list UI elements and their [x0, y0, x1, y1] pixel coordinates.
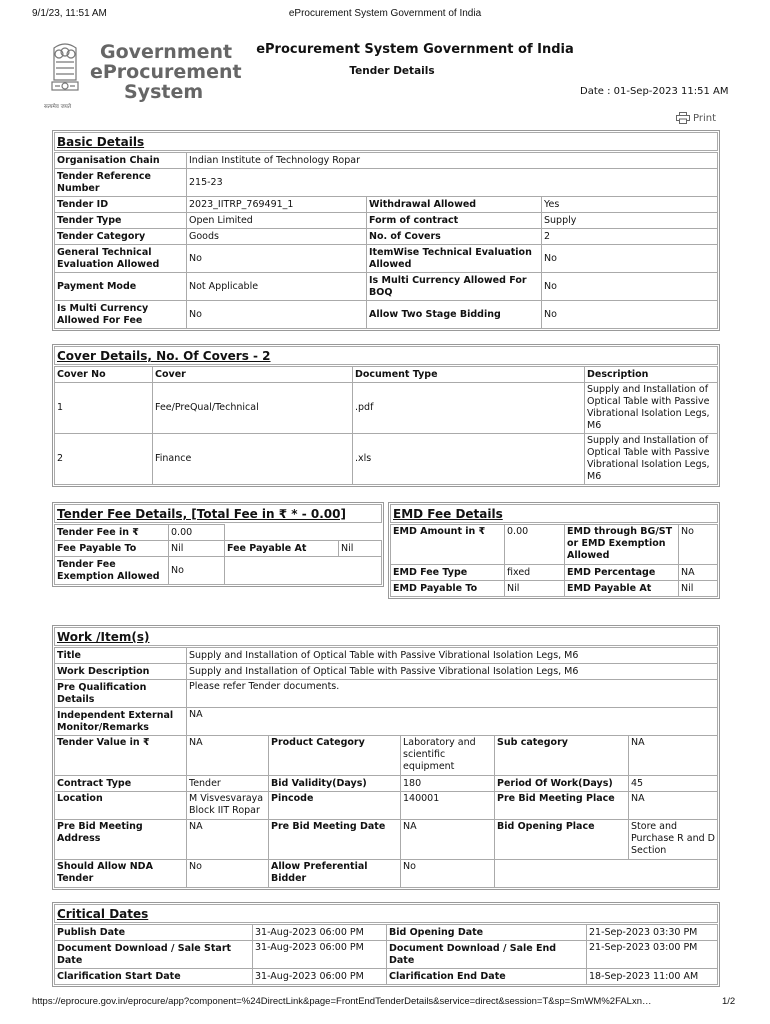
emd-type-value: fixed	[505, 565, 565, 581]
emblem-caption: सत्यमेव जयते	[44, 104, 72, 110]
work-desc-value: Supply and Installation of Optical Table with Passive Vibrational Isolation Legs, M6	[187, 664, 718, 680]
cover-doc-type: .xls	[353, 434, 585, 485]
tender-type-label: Tender Type	[55, 213, 187, 229]
download-end-label: Document Download / Sale End Date	[387, 941, 587, 969]
nda-label: Should Allow NDA Tender	[55, 860, 187, 888]
table-row	[55, 792, 718, 820]
tender-type-value: Open Limited	[187, 213, 367, 229]
location-label: Location	[55, 792, 187, 820]
col-cover-no: Cover No	[55, 367, 153, 383]
site-logo[interactable]	[44, 40, 242, 112]
table-row	[55, 969, 718, 985]
pincode-label: Pincode	[269, 792, 401, 820]
clarification-end-label: Clarification End Date	[387, 969, 587, 985]
tender-id-label: Tender ID	[55, 197, 187, 213]
logo-line-2: eProcurement	[90, 61, 242, 83]
emd-bg-label: EMD through BG/ST or EMD Exemption Allowed	[565, 525, 679, 565]
download-start-value: 31-Aug-2023 06:00 PM	[253, 941, 387, 969]
publish-date-label: Publish Date	[55, 925, 253, 941]
col-description: Description	[585, 367, 718, 383]
prebid-place-value: NA	[629, 792, 718, 820]
sub-category-label: Sub category	[495, 736, 629, 776]
emd-fee-section	[388, 502, 720, 599]
tender-fee-label: Tender Fee in ₹	[55, 525, 169, 541]
tender-value-label: Tender Value in ₹	[55, 736, 187, 776]
cover-description: Supply and Installation of Optical Table with Passive Vibrational Isolation Legs, M6	[585, 434, 718, 485]
contract-type-value: Tender	[187, 776, 269, 792]
cover-doc-type: .pdf	[353, 383, 585, 434]
print-url: https://eprocure.gov.in/eprocure/app?component=%24DirectLink&page=FrontEndTenderDetails&service=direct&session=T&sp=SmWM%2FALxn…	[32, 996, 652, 1007]
logo-line-3: System	[124, 81, 204, 103]
bid-opening-date-value: 21-Sep-2023 03:30 PM	[587, 925, 718, 941]
work-items-table	[54, 647, 718, 888]
period-of-work-value: 45	[629, 776, 718, 792]
emd-payable-at-label: EMD Payable At	[565, 581, 679, 597]
iem-label: Independent External Monitor/Remarks	[55, 708, 187, 736]
preq-value: Please refer Tender documents.	[187, 680, 718, 708]
gte-label: General Technical Evaluation Allowed	[55, 245, 187, 273]
payment-mode-value: Not Applicable	[187, 273, 367, 301]
sub-category-value: NA	[629, 736, 718, 776]
national-emblem-icon	[44, 40, 86, 102]
work-title-label: Title	[55, 648, 187, 664]
covers-count-label: No. of Covers	[367, 229, 542, 245]
cover-name: Finance	[153, 434, 353, 485]
critical-dates-heading: Critical Dates	[54, 904, 718, 923]
basic-details-heading: Basic Details	[54, 132, 718, 151]
cover-no: 2	[55, 434, 153, 485]
printer-icon	[676, 112, 690, 124]
fee-payable-at-label: Fee Payable At	[225, 541, 339, 557]
emd-percentage-label: EMD Percentage	[565, 565, 679, 581]
cover-name: Fee/PreQual/Technical	[153, 383, 353, 434]
emd-payable-to-label: EMD Payable To	[391, 581, 505, 597]
emd-type-label: EMD Fee Type	[391, 565, 505, 581]
table-row	[55, 525, 382, 541]
emd-payable-to-value: Nil	[505, 581, 565, 597]
withdrawal-label: Withdrawal Allowed	[367, 197, 542, 213]
cover-no: 1	[55, 383, 153, 434]
table-row	[391, 581, 718, 597]
table-row	[55, 273, 718, 301]
clarification-end-value: 18-Sep-2023 11:00 AM	[587, 969, 718, 985]
print-datetime: 9/1/23, 11:51 AM	[32, 8, 107, 19]
work-desc-label: Work Description	[55, 664, 187, 680]
tender-fee-value: 0.00	[169, 525, 225, 541]
table-row	[55, 169, 718, 197]
iwte-value: No	[542, 245, 718, 273]
basic-details-section	[52, 130, 720, 331]
prebid-date-value: NA	[401, 820, 495, 860]
tender-ref-label: Tender Reference Number	[55, 169, 187, 197]
table-row	[55, 776, 718, 792]
cover-details-table	[54, 366, 718, 485]
table-row	[55, 434, 718, 485]
table-row	[55, 925, 718, 941]
multi-currency-fee-value: No	[187, 301, 367, 329]
payment-mode-label: Payment Mode	[55, 273, 187, 301]
cover-details-section	[52, 344, 720, 487]
product-category-value: Laboratory and scientific equipment	[401, 736, 495, 776]
two-stage-label: Allow Two Stage Bidding	[367, 301, 542, 329]
fee-exemption-label: Tender Fee Exemption Allowed	[55, 557, 169, 585]
emd-bg-value: No	[679, 525, 718, 565]
prebid-address-value: NA	[187, 820, 269, 860]
clarification-start-value: 31-Aug-2023 06:00 PM	[253, 969, 387, 985]
iwte-label: ItemWise Technical Evaluation Allowed	[367, 245, 542, 273]
work-items-section	[52, 625, 720, 890]
multi-currency-boq-value: No	[542, 273, 718, 301]
tender-fee-heading: Tender Fee Details, [Total Fee in ₹ * - 0.00]	[54, 504, 382, 523]
form-contract-value: Supply	[542, 213, 718, 229]
location-value: M Visvesvaraya Block IIT Ropar	[187, 792, 269, 820]
cover-description: Supply and Installation of Optical Table with Passive Vibrational Isolation Legs, M6	[585, 383, 718, 434]
tender-fee-table	[54, 524, 382, 585]
emd-fee-heading: EMD Fee Details	[390, 504, 718, 523]
table-row	[55, 708, 718, 736]
fee-payable-to-value: Nil	[169, 541, 225, 557]
table-row	[55, 301, 718, 329]
col-cover: Cover	[153, 367, 353, 383]
prebid-address-label: Pre Bid Meeting Address	[55, 820, 187, 860]
preq-label: Pre Qualification Details	[55, 680, 187, 708]
print-page-number: 1/2	[722, 996, 736, 1007]
table-row	[55, 820, 718, 860]
emd-payable-at-value: Nil	[679, 581, 718, 597]
tender-category-value: Goods	[187, 229, 367, 245]
clarification-start-label: Clarification Start Date	[55, 969, 253, 985]
multi-currency-boq-label: Is Multi Currency Allowed For BOQ	[367, 273, 542, 301]
table-row	[391, 565, 718, 581]
org-chain-label: Organisation Chain	[55, 153, 187, 169]
basic-details-table	[54, 152, 718, 329]
bid-validity-label: Bid Validity(Days)	[269, 776, 401, 792]
table-row	[55, 541, 382, 557]
table-row	[55, 860, 718, 888]
table-row	[391, 525, 718, 565]
preferential-bidder-label: Allow Preferential Bidder	[269, 860, 401, 888]
emd-amount-label: EMD Amount in ₹	[391, 525, 505, 565]
publish-date-value: 31-Aug-2023 06:00 PM	[253, 925, 387, 941]
withdrawal-value: Yes	[542, 197, 718, 213]
logo-line-1: Government	[100, 41, 233, 63]
form-contract-label: Form of contract	[367, 213, 542, 229]
current-date: Date : 01-Sep-2023 11:51 AM	[580, 86, 729, 97]
prebid-date-label: Pre Bid Meeting Date	[269, 820, 401, 860]
tender-fee-section	[52, 502, 384, 587]
work-items-heading: Work /Item(s)	[54, 627, 718, 646]
table-row	[55, 557, 382, 585]
table-header-row	[55, 367, 718, 383]
fee-payable-to-label: Fee Payable To	[55, 541, 169, 557]
tender-category-label: Tender Category	[55, 229, 187, 245]
print-page-title: eProcurement System Government of India	[288, 8, 482, 19]
fee-exemption-value: No	[169, 557, 225, 585]
contract-type-label: Contract Type	[55, 776, 187, 792]
table-row	[55, 680, 718, 708]
tender-value-value: NA	[187, 736, 269, 776]
cover-details-heading: Cover Details, No. Of Covers - 2	[54, 346, 718, 365]
table-row	[55, 197, 718, 213]
table-row	[55, 213, 718, 229]
org-chain-value: Indian Institute of Technology Ropar	[187, 153, 718, 169]
bid-validity-value: 180	[401, 776, 495, 792]
prebid-place-label: Pre Bid Meeting Place	[495, 792, 629, 820]
critical-dates-table	[54, 924, 718, 985]
print-button[interactable]	[676, 112, 716, 124]
preferential-bidder-value: No	[401, 860, 495, 888]
table-row	[55, 153, 718, 169]
bid-opening-place-value: Store and Purchase R and D Section	[629, 820, 718, 860]
download-end-value: 21-Sep-2023 03:00 PM	[587, 941, 718, 969]
gte-value: No	[187, 245, 367, 273]
iem-value: NA	[187, 708, 718, 736]
table-row	[55, 648, 718, 664]
nda-value: No	[187, 860, 269, 888]
multi-currency-fee-label: Is Multi Currency Allowed For Fee	[55, 301, 187, 329]
emd-fee-table	[390, 524, 718, 597]
print-label: Print	[693, 112, 717, 124]
bid-opening-place-label: Bid Opening Place	[495, 820, 629, 860]
table-row	[55, 664, 718, 680]
table-row	[55, 736, 718, 776]
table-row	[55, 941, 718, 969]
bid-opening-date-label: Bid Opening Date	[387, 925, 587, 941]
fee-payable-at-value: Nil	[339, 541, 382, 557]
table-row	[55, 245, 718, 273]
work-title-value: Supply and Installation of Optical Table with Passive Vibrational Isolation Legs, M6	[187, 648, 718, 664]
table-row	[55, 383, 718, 434]
critical-dates-section	[52, 902, 720, 987]
pincode-value: 140001	[401, 792, 495, 820]
product-category-label: Product Category	[269, 736, 401, 776]
col-doc-type: Document Type	[353, 367, 585, 383]
download-start-label: Document Download / Sale Start Date	[55, 941, 253, 969]
page-subtitle: Tender Details	[349, 65, 435, 77]
tender-ref-value: 215-23	[187, 169, 718, 197]
period-of-work-label: Period Of Work(Days)	[495, 776, 629, 792]
emd-amount-value: 0.00	[505, 525, 565, 565]
covers-count-value: 2	[542, 229, 718, 245]
two-stage-value: No	[542, 301, 718, 329]
tender-id-value: 2023_IITRP_769491_1	[187, 197, 367, 213]
page-title: eProcurement System Government of India	[256, 42, 574, 57]
table-row	[55, 229, 718, 245]
emd-percentage-value: NA	[679, 565, 718, 581]
